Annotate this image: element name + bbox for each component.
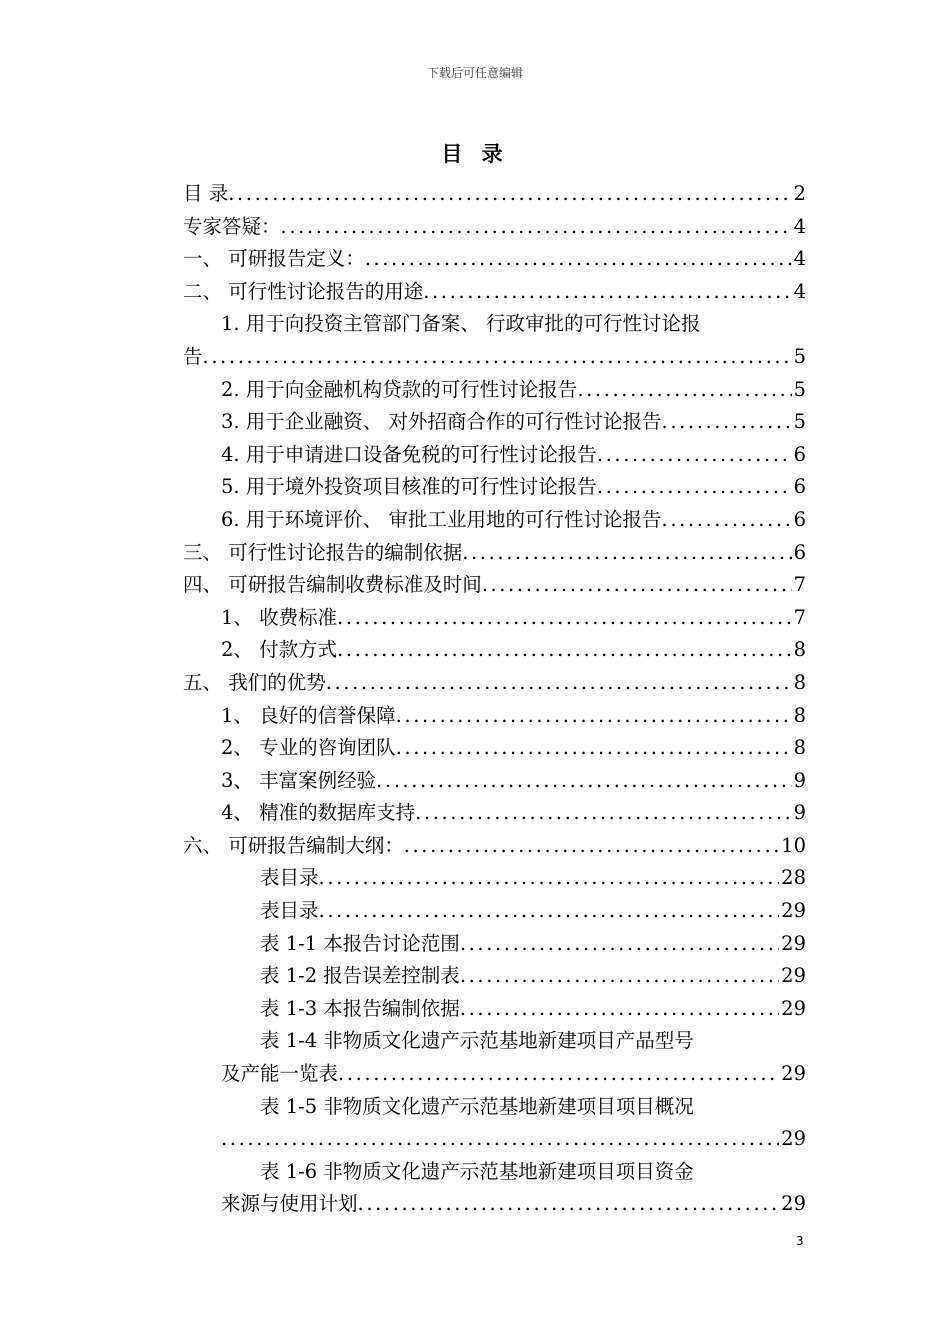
toc-entry-text: 1. 用于向投资主管部门备案、 行政审批的可行性讨论报 [221, 312, 701, 336]
toc-leader-dots [460, 960, 779, 993]
page-number: 3 [796, 1234, 804, 1248]
toc-entry-text: 表目录 [260, 899, 319, 923]
toc-entry-text: 5. 用于境外投资项目核准的可行性讨论报告 [221, 475, 597, 499]
toc-leader-dots [338, 1058, 779, 1091]
toc-entry-page: 6 [793, 442, 806, 466]
toc-leader-dots [597, 439, 792, 472]
toc-entry-page: 8 [793, 670, 806, 694]
toc-entry[interactable] [183, 830, 806, 863]
toc-leader-dots [577, 374, 791, 407]
toc-leader-dots [460, 928, 779, 961]
toc-leader-dots [423, 276, 791, 309]
toc-entry-page: 7 [793, 573, 806, 597]
toc-entry-text: 六、 可研报告编制大纲： [183, 833, 404, 857]
toc-entry-text: 目 录 [183, 182, 229, 205]
toc-entry-text: 二、 可行性讨论报告的用途 [183, 279, 424, 303]
toc-entry-text: 及产能一览表 [221, 1062, 339, 1086]
toc-leader-dots [337, 602, 791, 635]
toc-entry[interactable] [183, 862, 806, 895]
toc-entry[interactable] [183, 667, 806, 700]
toc-entry-page: 29 [781, 899, 806, 923]
toc-entry-text: 表目录 [260, 866, 319, 890]
toc-entry[interactable] [183, 471, 806, 504]
toc-entry[interactable] [183, 1058, 806, 1091]
toc-entry-text: 1、 收费标准 [221, 605, 338, 629]
table-of-contents [183, 178, 806, 1221]
toc-leader-dots [460, 993, 779, 1026]
toc-entry-page: 6 [793, 507, 806, 531]
toc-entry-page: 29 [781, 1192, 806, 1216]
toc-entry-page: 10 [781, 833, 806, 857]
toc-entry[interactable] [183, 797, 806, 830]
toc-title: 目 录 [441, 142, 509, 166]
toc-entry-text: 表 1-2 报告误差控制表 [260, 964, 460, 988]
toc-entry-text: 6. 用于环境评价、 审批工业用地的可行性讨论报告 [221, 507, 662, 531]
toc-leader-dots [337, 634, 791, 667]
toc-entry[interactable] [183, 993, 806, 1026]
toc-entry-page: 4 [793, 214, 806, 238]
toc-entry-text: 1、 良好的信誉保障 [221, 703, 396, 727]
toc-entry-page: 6 [793, 475, 806, 499]
toc-entry-page: 4 [793, 247, 806, 271]
toc-entry-text: 4. 用于申请进口设备免税的可行性讨论报告 [221, 442, 597, 466]
toc-entry[interactable] [183, 732, 806, 765]
toc-entry[interactable] [183, 1091, 806, 1124]
toc-entry-page: 29 [781, 1062, 806, 1086]
toc-entry[interactable] [183, 243, 806, 276]
toc-entry[interactable] [183, 406, 806, 439]
toc-entry-text: 五、 我们的优势 [183, 670, 326, 694]
toc-entry-text: 来源与使用计划 [221, 1192, 358, 1216]
toc-entry-text: 三、 可行性讨论报告的编制依据 [183, 540, 463, 564]
toc-entry[interactable] [183, 374, 806, 407]
toc-entry[interactable] [183, 1188, 806, 1221]
toc-entry-text: 一、 可研报告定义： [183, 247, 365, 271]
toc-leader-dots [662, 406, 792, 439]
toc-entry[interactable] [183, 765, 806, 798]
toc-leader-dots [396, 700, 792, 733]
toc-entry-page: 6 [793, 540, 806, 564]
toc-leader-dots [319, 862, 780, 895]
toc-entry-text: 2. 用于向金融机构贷款的可行性讨论报告 [221, 377, 578, 401]
toc-entry-text: 2、 付款方式 [221, 638, 338, 662]
toc-entry-page: 28 [781, 866, 806, 890]
toc-entry[interactable] [183, 895, 806, 928]
toc-leader-dots [415, 797, 791, 830]
toc-leader-dots [319, 895, 780, 928]
toc-entry-page: 9 [793, 768, 806, 792]
toc-leader-dots [376, 765, 791, 798]
toc-entry-page: 5 [793, 377, 806, 401]
toc-leader-dots [326, 667, 792, 700]
toc-leader-dots [482, 569, 792, 602]
toc-leader-dots [365, 243, 792, 276]
toc-leader-dots [462, 537, 791, 570]
toc-entry[interactable] [183, 928, 806, 961]
toc-leader-dots [358, 1188, 780, 1221]
toc-entry-text: 专家答疑： [183, 214, 281, 238]
toc-leader-dots [396, 732, 792, 765]
toc-entry-page: 29 [781, 964, 806, 988]
toc-entry[interactable] [183, 1123, 806, 1156]
toc-entry-page: 8 [793, 736, 806, 760]
toc-entry[interactable] [183, 960, 806, 993]
toc-entry-page: 9 [793, 801, 806, 825]
toc-entry-page: 29 [781, 931, 806, 955]
toc-entry-text: 表 1-4 非物质文化遗产示范基地新建项目产品型号 [260, 1029, 694, 1053]
toc-entry-page: 8 [793, 638, 806, 662]
toc-entry-page: 5 [793, 344, 806, 368]
toc-entry[interactable] [183, 1025, 806, 1058]
toc-entry-page: 29 [781, 1127, 806, 1151]
toc-entry-page: 8 [793, 703, 806, 727]
toc-entry-text: 表 1-5 非物质文化遗产示范基地新建项目项目概况 [260, 1094, 694, 1118]
toc-entry-page: 5 [793, 410, 806, 434]
toc-entry[interactable] [183, 308, 806, 341]
toc-entry-page: 7 [793, 605, 806, 629]
toc-entry[interactable] [183, 700, 806, 733]
toc-entry-text: 表 1-6 非物质文化遗产示范基地新建项目项目资金 [260, 1159, 694, 1183]
toc-leader-dots [221, 1123, 779, 1156]
toc-entry-text: 3、 丰富案例经验 [221, 768, 377, 792]
toc-entry[interactable] [183, 1156, 806, 1189]
toc-entry-text: 表 1-1 本报告讨论范围 [260, 931, 460, 955]
toc-entry[interactable] [183, 178, 806, 211]
toc-leader-dots [281, 211, 792, 244]
toc-leader-dots [662, 504, 792, 537]
toc-entry[interactable] [183, 276, 806, 309]
toc-entry[interactable] [183, 211, 806, 244]
toc-leader-dots [404, 830, 779, 863]
toc-entry[interactable] [183, 439, 806, 472]
toc-entry[interactable] [183, 537, 806, 570]
toc-entry-page: 4 [793, 279, 806, 303]
toc-entry-text: 告 [183, 344, 203, 368]
toc-entry-text: 2、 专业的咨询团队 [221, 736, 396, 760]
page-header: 下载后可任意编辑 [426, 66, 523, 80]
toc-entry[interactable] [183, 634, 806, 667]
toc-entry-text: 4、 精准的数据库支持 [221, 801, 416, 825]
toc-leader-dots [228, 178, 791, 211]
toc-leader-dots [597, 471, 792, 504]
toc-entry[interactable] [183, 569, 806, 602]
toc-entry[interactable] [183, 341, 806, 374]
toc-leader-dots [203, 341, 792, 374]
toc-entry[interactable] [183, 602, 806, 635]
toc-entry[interactable] [183, 504, 806, 537]
toc-entry-text: 3. 用于企业融资、 对外招商合作的可行性讨论报告 [221, 410, 662, 434]
toc-entry-text: 表 1-3 本报告编制依据 [260, 996, 460, 1020]
toc-entry-page: 29 [781, 996, 806, 1020]
toc-entry-page: 2 [793, 182, 806, 205]
toc-entry-text: 四、 可研报告编制收费标准及时间 [183, 573, 482, 597]
